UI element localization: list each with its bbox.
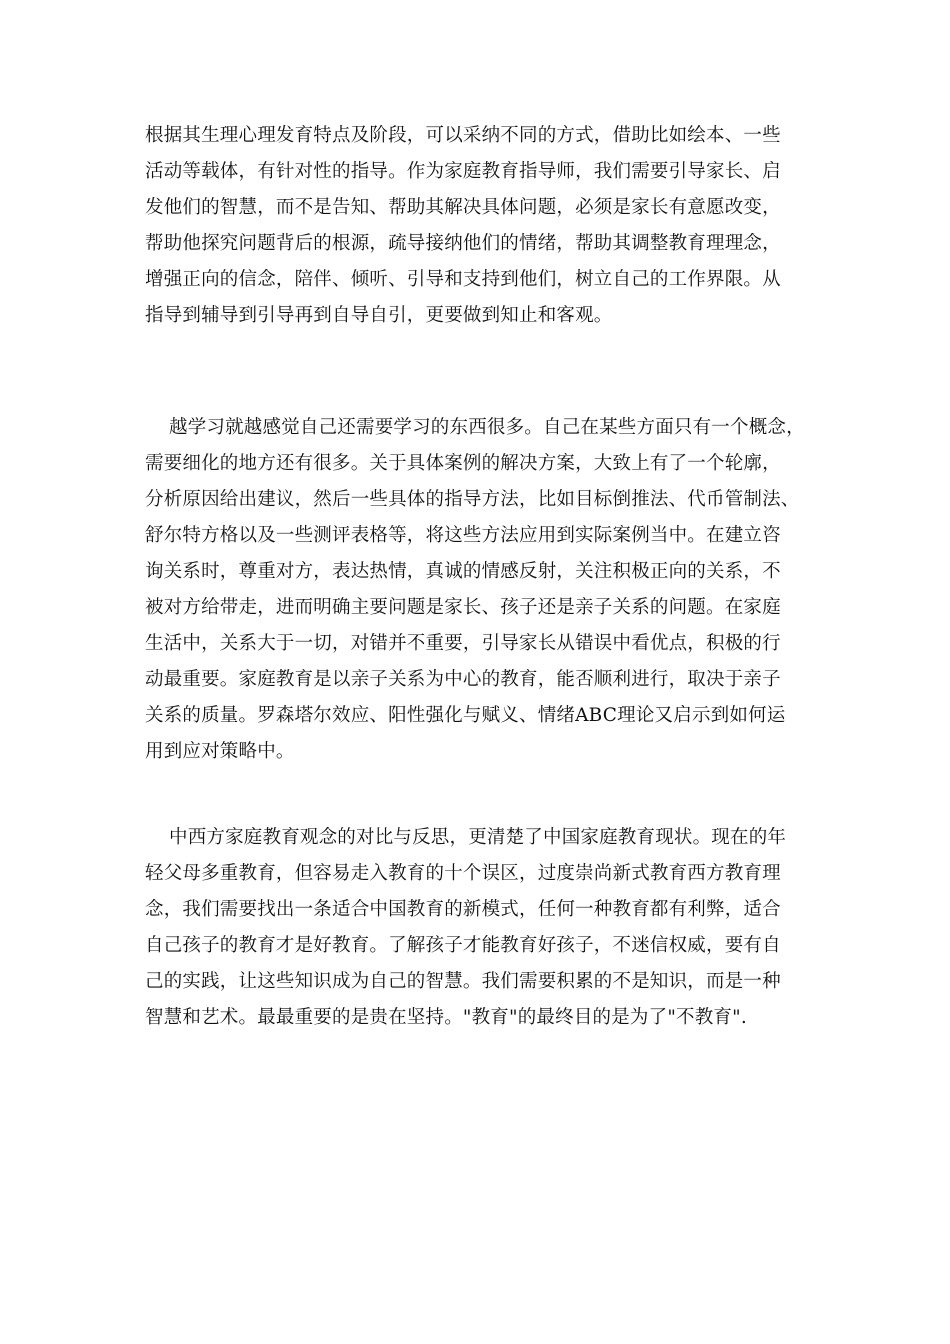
- text-line: 动最重要。家庭教育是以亲子关系为中心的教育，能否顺利进行，取决于亲子: [145, 669, 781, 690]
- text-line: 用到应对策略中。: [145, 741, 295, 762]
- text-line: 生活中，关系大于一切，对错并不重要，引导家长从错误中看优点，积极的行: [145, 633, 781, 654]
- text-line: 指导到辅导到引导再到自导自引，更要做到知止和客观。: [145, 305, 613, 326]
- text-line: 念，我们需要找出一条适合中国教育的新模式，任何一种教育都有利弊，适合: [145, 899, 781, 920]
- text-line: 询关系时，尊重对方，表达热情，真诚的情感反射，关注积极正向的关系，不: [145, 561, 781, 582]
- text-line: 根据其生理心理发育特点及阶段，可以采纳不同的方式，借助比如绘本、一些: [145, 125, 781, 146]
- text-line: 增强正向的信念，陪伴、倾听、引导和支持到他们，树立自己的工作界限。从: [145, 269, 781, 290]
- text-line: 己的实践，让这些知识成为自己的智慧。我们需要积累的不是知识，而是一种: [145, 971, 781, 992]
- text-line: 智慧和艺术。最最重要的是贵在坚持。"教育"的最终目的是为了"不教育".: [145, 1007, 747, 1028]
- text-line: 中西方家庭教育观念的对比与反思，更清楚了中国家庭教育现状。现在的年: [169, 827, 787, 848]
- text-line: 轻父母多重教育，但容易走入教育的十个误区，过度崇尚新式教育西方教育理: [145, 863, 781, 884]
- paragraph-3: [145, 820, 825, 1036]
- text-line: 舒尔特方格以及一些测评表格等，将这些方法应用到实际案例当中。在建立咨: [145, 525, 781, 546]
- text-line: 分析原因给出建议，然后一些具体的指导方法，比如目标倒推法、代币管制法、: [145, 489, 800, 510]
- text-line: 关系的质量。罗森塔尔效应、阳性强化与赋义、情绪ABC理论又启示到如何运: [145, 705, 786, 726]
- paragraph-2: [145, 410, 825, 770]
- text-line: 发他们的智慧，而不是告知、帮助其解决具体问题，必须是家长有意愿改变，: [145, 197, 781, 218]
- text-line: 需要细化的地方还有很多。关于具体案例的解决方案，大致上有了一个轮廓，: [145, 453, 781, 474]
- text-line: 自己孩子的教育才是好教育。了解孩子才能教育好孩子，不迷信权威，要有自: [145, 935, 781, 956]
- text-line: 被对方给带走，进而明确主要问题是家长、孩子还是亲子关系的问题。在家庭: [145, 597, 781, 618]
- text-line: 越学习就越感觉自己还需要学习的东西很多。自己在某些方面只有一个概念，: [169, 417, 805, 438]
- paragraph-1: [145, 118, 825, 334]
- text-line: 活动等载体，有针对性的指导。作为家庭教育指导师，我们需要引导家长、启: [145, 161, 781, 182]
- text-line: 帮助他探究问题背后的根源，疏导接纳他们的情绪，帮助其调整教育理理念，: [145, 233, 781, 254]
